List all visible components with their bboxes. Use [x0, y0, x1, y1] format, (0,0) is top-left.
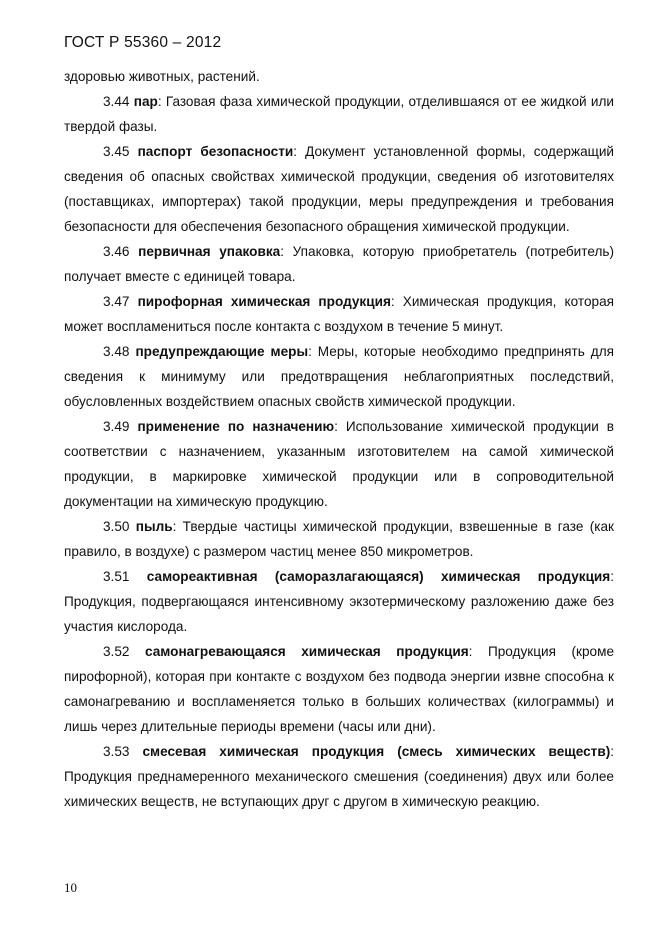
definition-entry-3-52	[64, 639, 614, 739]
entry-definition: : Продукция, подвергающаяся интенсивному экзотермическому разложению даже без участия кислорода.	[64, 569, 614, 634]
definition-entry-3-49	[64, 414, 614, 514]
entry-number: 3.48	[103, 344, 130, 359]
entry-number: 3.52	[103, 644, 130, 659]
entry-term: самонагревающаяся химическая продукция	[145, 644, 469, 659]
entry-definition: : Меры, которые необходимо предпринять для сведения к минимуму или предотвращения неблагоприятных последствий, обусловленных воздействием опасных свойств химической продукции.	[64, 344, 615, 409]
definition-entry-3-47	[64, 289, 614, 339]
definition-entry-3-53	[64, 739, 614, 814]
entry-term: предупреждающие меры	[135, 344, 309, 359]
entry-term: пыль	[135, 519, 173, 534]
definition-entry-3-48	[64, 339, 614, 414]
definition-entry-3-51	[64, 564, 614, 639]
entry-term: применение по назначению	[137, 419, 335, 434]
entry-term: самореактивная (саморазлагающаяся) химическая продукция	[146, 569, 611, 584]
entry-definition: : Твердые частицы химической продукции, взвешенные в газе (как правило, в воздухе) с размером частиц менее 850 микрометров.	[64, 519, 615, 559]
entry-term: паспорт безопасности	[137, 144, 294, 159]
entry-definition: : Продукция (кроме пирофорной), которая при контакте с воздухом без подвода энергии извне способна к самонагреванию и воспламеняется только в больших количествах (килограммы) и лишь через длительные периоды времени (часы или дни).	[64, 644, 614, 734]
definition-entry-3-45	[64, 139, 614, 239]
definition-entry-3-44	[64, 89, 614, 139]
entry-term: пирофорная химическая продукция	[137, 294, 391, 309]
entry-number: 3.51	[103, 569, 130, 584]
definition-entry-3-50	[64, 514, 614, 564]
entry-number: 3.45	[103, 144, 130, 159]
entry-definition: : Химическая продукция, которая может воспламениться после контакта с воздухом в течение 5 минут.	[64, 294, 615, 334]
intro-text: здоровью животных, растений.	[64, 69, 260, 84]
entry-number: 3.53	[103, 744, 130, 759]
entry-definition: : Использование химической продукции в соответствии с назначением, указанным изготовителем на самой химической продукции, в маркировке химической продукции или в сопроводительной документации на химическую продукцию.	[64, 419, 614, 509]
entry-term: пар	[133, 94, 158, 109]
page-number: 10	[64, 880, 77, 895]
entry-definition: : Упаковка, которую приобретатель (потребитель) получает вместе с единицей товара.	[64, 244, 615, 284]
entry-definition: : Документ установленной формы, содержащий сведения об опасных свойствах химической продукции, сведения об изготовителях (поставщиках, импортерах) такой продукции, меры предупреждения и требования безопасности для обеспечения безопасного обращения химической продукции.	[64, 144, 615, 234]
entry-number: 3.46	[103, 244, 130, 259]
document-body	[64, 64, 614, 814]
document-header: ГОСТ Р 55360 – 2012	[64, 34, 222, 51]
entry-term: смесевая химическая продукция (смесь химических веществ)	[142, 744, 611, 759]
entry-number: 3.44	[103, 94, 130, 109]
entry-definition: : Продукция преднамеренного механического смешения (соединения) двух или более химических веществ, не вступающих друг с другом в химическую реакцию.	[64, 744, 614, 809]
entry-number: 3.47	[103, 294, 130, 309]
entry-number: 3.49	[103, 419, 130, 434]
entry-term: первичная упаковка	[138, 244, 281, 259]
definition-entry-3-46	[64, 239, 614, 289]
entry-definition: : Газовая фаза химической продукции, отделившаяся от ее жидкой или твердой фазы.	[64, 94, 614, 134]
entry-number: 3.50	[103, 519, 130, 534]
